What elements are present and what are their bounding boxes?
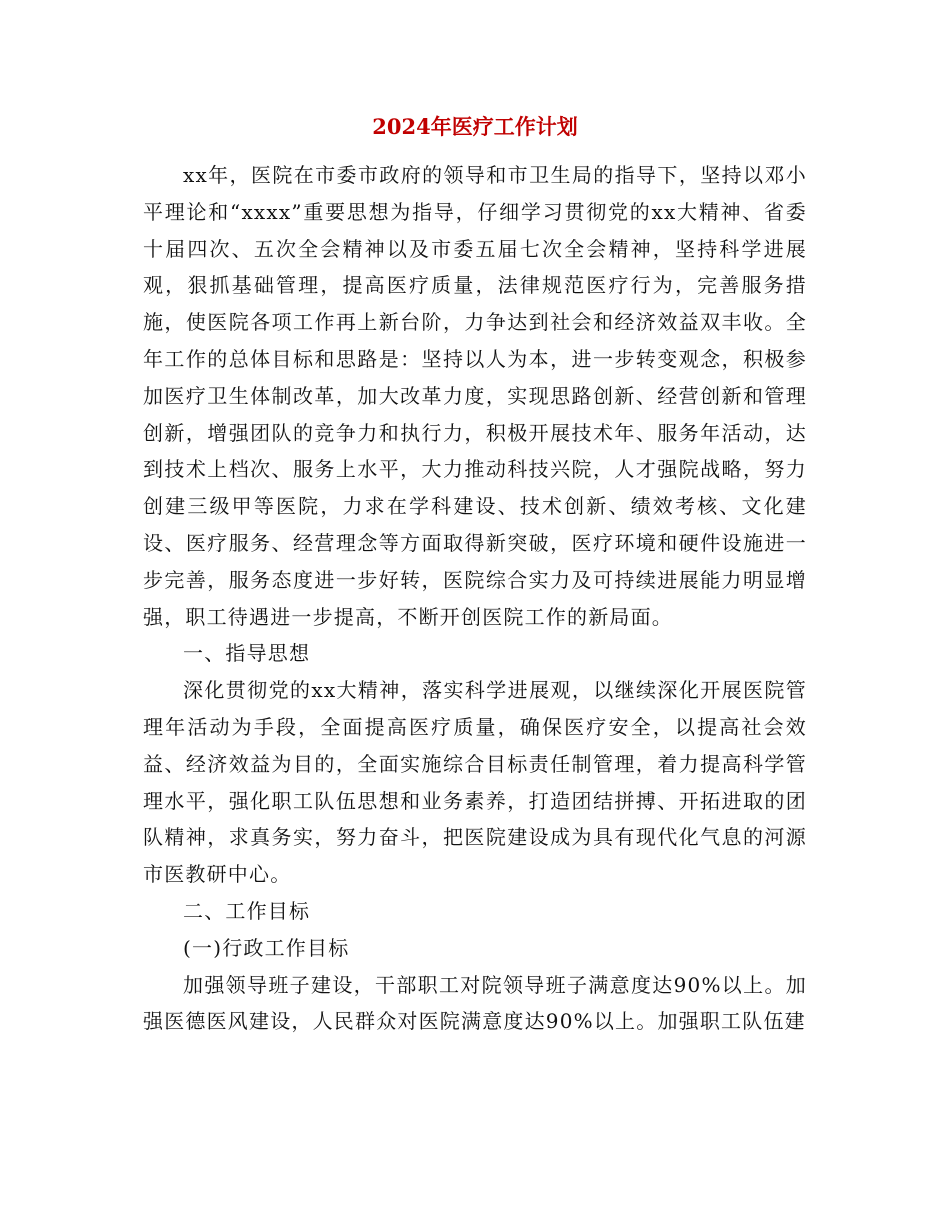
section-heading-work-goals: 二、工作目标 [183, 898, 311, 923]
admin-goals-paragraph: 加强领导班子建设，干部职工对院领导班子满意度达90%以上。加强医德医风建设，人民群众对医院满意度达90%以上。加强职工队伍建 [143, 972, 807, 1034]
subsection-heading-admin-goals: (一)行政工作目标 [183, 935, 350, 960]
document-body [143, 157, 807, 1040]
guiding-thought-paragraph: 深化贯彻党的xx大精神，落实科学进展观，以继续深化开展医院管理年活动为手段，全面提高医疗质量，确保医疗安全，以提高社会效益、经济效益为目的，全面实施综合目标责任制管理，着力提高科学管理水平，强化职工队伍思想和业务素养，打造团结拼搏、开拓进取的团队精神，求真务实，努力奋斗，把医院建设成为具有现代化气息的河源市医教研中心。 [143, 678, 807, 887]
section-heading-guiding-thought: 一、指导思想 [183, 641, 311, 666]
intro-paragraph: xx年，医院在市委市政府的领导和市卫生局的指导下，坚持以邓小平理论和“xxxx”重要思想为指导，仔细学习贯彻党的xx大精神、省委十届四次、五次全会精神以及市委五届七次全会精神，坚持科学进展观，狠抓基础管理，提高医疗质量，法律规范医疗行为，完善服务措施，使医院各项工作再上新台阶，力争达到社会和经济效益双丰收。全年工作的总体目标和思路是：坚持以人为本，进一步转变观念，积极参加医疗卫生体制改革，加大改革力度，实现思路创新、经营创新和管理创新，增强团队的竞争力和执行力，积极开展技术年、服务年活动，达到技术上档次、服务上水平，大力推动科技兴院，人才强院战略，努力创建三级甲等医院，力求在学科建设、技术创新、绩效考核、文化建设、医疗服务、经营理念等方面取得新突破，医疗环境和硬件设施进一步完善，服务态度进一步好转，医院综合实力及可持续进展能力明显增强，职工待遇进一步提高，不断开创医院工作的新局面。 [143, 163, 807, 629]
document-title: 2024年医疗工作计划 [372, 114, 578, 139]
